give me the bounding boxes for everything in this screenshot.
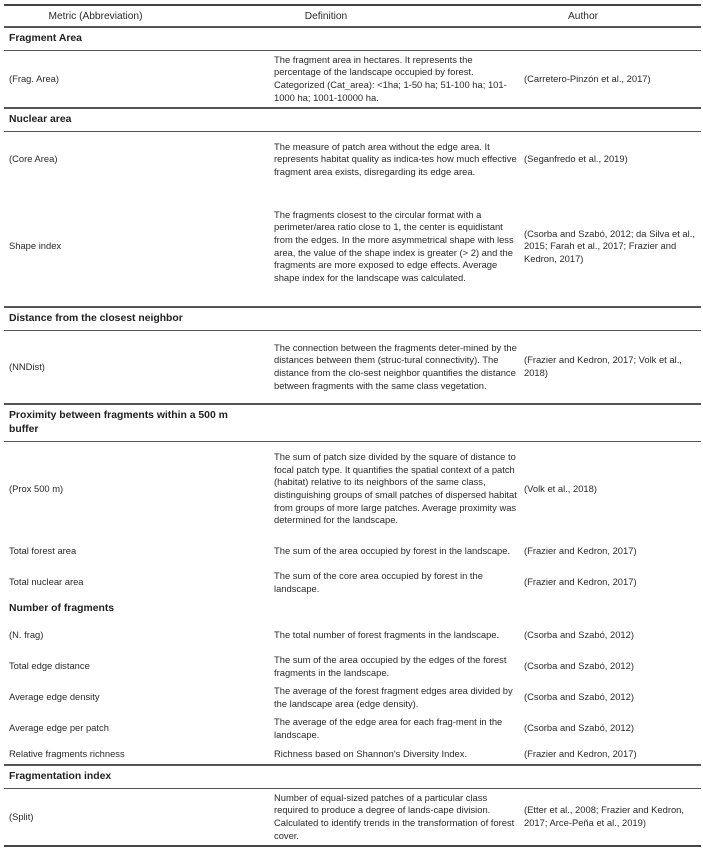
metric-cell: (Core Area) (9, 153, 58, 165)
table-row (4, 620, 701, 651)
definition-cell: The sum of the core area occupied by forest in the landscape. (274, 569, 483, 594)
table-row (4, 132, 701, 187)
definition-cell: The fragments closest to the circular format with a perimeter/area ratio close to 1, the center is equidistant from the edges. In the more asymmetrical shape with less area, the value of the shape index is greater (> 2) and the fragments are more exposed to edge effects. Average shape index for the landscape was calculated. (274, 208, 514, 283)
bottom-rule (4, 845, 701, 847)
table-row (4, 536, 701, 567)
metric-cell: (Split) (9, 810, 34, 822)
definition-cell: The connection between the fragments deter-mined by the distances between them (struc-tural connectivity). The distance from the clo-sest neighbor quantifies the distance between fragments with the same class vegetation. (274, 341, 517, 391)
author-cell: (Csorba and Szabó, 2012) (524, 629, 634, 641)
table-row (4, 651, 701, 682)
table-row (4, 744, 701, 764)
definition-cell: The fragment area in hectares. It represents the percentage of the landscape occupied by forest. Categorized (Cat_area): <1ha; 1-50 ha; 51-100 ha; 101-1000 ha; 1001-10000 ha. (274, 53, 507, 103)
header-metric: Metric (Abbreviation) (48, 10, 143, 22)
metric-cell: (N. frag) (9, 629, 44, 641)
table-row (4, 682, 701, 713)
metric-cell: Average edge per patch (9, 722, 109, 734)
table-row (4, 331, 701, 403)
author-cell: (Etter et al., 2008; Frazier and Kedron, 2017; Arce-Peña et al., 2019) (524, 804, 684, 828)
metric-cell: (Frag. Area) (9, 72, 60, 84)
definition-cell: The sum of the area occupied by forest in the landscape. (274, 545, 511, 557)
definition-cell: The average of the forest fragment edges area divided by the landscape area (edge density). (274, 684, 513, 709)
author-cell: (Frazier and Kedron, 2017) (524, 747, 637, 759)
table-row (4, 713, 701, 744)
metric-cell: Shape index (9, 240, 62, 252)
definition-cell: Richness based on Shannon's Diversity Index. (274, 747, 468, 759)
definition-cell: The measure of patch area without the edge area. It represents habitat quality as indica-tes how much effective fragment area exists, disregarding its edge area. (274, 140, 517, 177)
author-cell: (Csorba and Szabó, 2012) (524, 691, 634, 703)
metric-cell: (Prox 500 m) (9, 482, 64, 494)
section-title: Fragment Area (9, 32, 82, 44)
metric-cell: Average edge density (9, 691, 100, 703)
section-title: Proximity between fragments within a 500 m buffer (9, 409, 228, 435)
table-row (4, 789, 701, 845)
metric-cell: Total forest area (9, 545, 77, 557)
author-cell: (Csorba and Szabó, 2012; da Silva et al., 2015; Farah et al., 2017; Frazier and Kedron, 2017) (524, 227, 695, 264)
author-cell: (Seganfredo et al., 2019) (524, 153, 628, 165)
author-cell: (Frazier and Kedron, 2017) (524, 545, 637, 557)
definition-cell: The average of the edge area for each frag-ment in the landscape. (274, 715, 503, 740)
definition-cell: Number of equal-sized patches of a particular class required to produce a degree of lands-cape division. Calculated to identify trends in the transformation of forest cover. (274, 791, 515, 841)
definition-cell: The sum of the area occupied by the edges of the forest fragments in the landscape. (274, 653, 507, 678)
table-row (4, 442, 701, 536)
table-row (4, 567, 701, 598)
definition-cell: The total number of forest fragments in the landscape. (274, 629, 500, 641)
author-cell: (Csorba and Szabó, 2012) (524, 722, 634, 734)
metric-cell: (NNDist) (9, 360, 45, 372)
metric-cell: Total edge distance (9, 660, 90, 672)
definition-cell: The sum of patch size divided by the square of distance to focal patch type. It quantifies the spatial context of a patch (habitat) relative to its neighbors of the same class, distinguishing groups of small patches of dispersed habitat from groups of more large patches. Average proximity was determined for the landscape. (274, 451, 517, 526)
header-definition: Definition (304, 10, 348, 22)
metrics-table (4, 4, 701, 847)
author-cell: (Csorba and Szabó, 2012) (524, 660, 634, 672)
section-title: Distance from the closest neighbor (9, 312, 183, 324)
author-cell: (Frazier and Kedron, 2017) (524, 576, 637, 588)
metric-cell: Relative fragments richness (9, 747, 125, 759)
section-title: Number of fragments (9, 603, 115, 614)
header-author: Author (567, 10, 598, 22)
author-cell: (Carretero-Pinzón et al., 2017) (524, 72, 651, 84)
table-row (4, 187, 701, 306)
section-title: Nuclear area (9, 113, 72, 125)
section-title: Fragmentation index (9, 770, 112, 782)
author-cell: (Volk et al., 2018) (524, 482, 597, 494)
table-header (4, 6, 701, 26)
metric-cell: Total nuclear area (9, 576, 84, 588)
table-row (4, 51, 701, 107)
author-cell: (Frazier and Kedron, 2017; Volk et al., 2018) (524, 354, 682, 378)
